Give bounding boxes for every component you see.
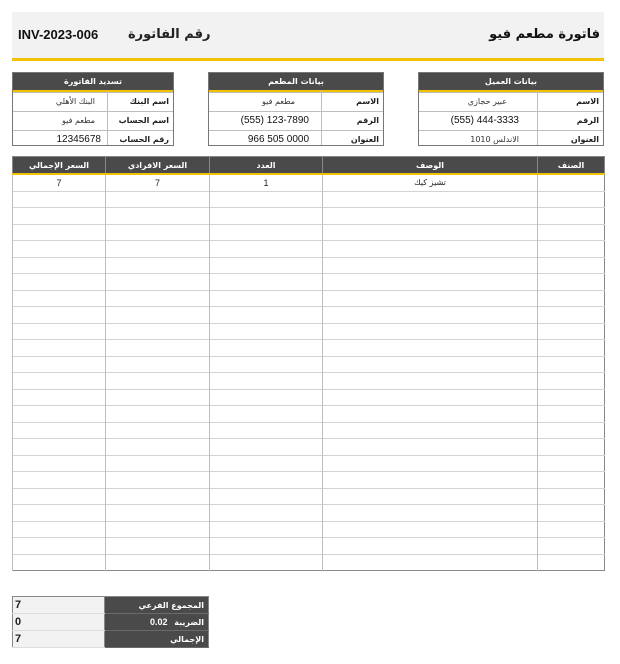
cell-category[interactable] <box>538 274 605 291</box>
table-row <box>13 174 605 191</box>
cell-description[interactable] <box>323 554 538 571</box>
cell-description[interactable] <box>323 290 538 307</box>
payment-account-number-value: 12345678 <box>56 134 101 145</box>
cell-total-price[interactable] <box>13 538 106 555</box>
invoice-number: INV-2023-006 <box>18 27 99 42</box>
restaurant-info-heading: بيانات المطعم <box>209 73 383 92</box>
cell-category[interactable] <box>538 389 605 406</box>
cell-total-price[interactable] <box>13 439 106 456</box>
cell-unit-price[interactable] <box>106 340 210 357</box>
cell-total-price[interactable] <box>13 340 106 357</box>
cell-unit-price[interactable] <box>106 521 210 538</box>
cell-unit-price[interactable] <box>106 323 210 340</box>
cell-unit-price[interactable] <box>106 422 210 439</box>
cell-quantity[interactable]: 1 <box>210 174 323 191</box>
cell-description[interactable] <box>323 274 538 291</box>
col-header-quantity: العدد <box>210 157 323 175</box>
cell-description[interactable] <box>323 191 538 208</box>
table-row <box>13 274 605 291</box>
cell-unit-price[interactable] <box>106 257 210 274</box>
cell-total-price[interactable] <box>13 307 106 324</box>
table-row <box>13 521 605 538</box>
cell-unit-price[interactable] <box>106 472 210 489</box>
cell-description[interactable] <box>323 455 538 472</box>
cell-category[interactable] <box>538 191 605 208</box>
cell-quantity[interactable] <box>210 505 323 522</box>
restaurant-phone-label: الرقم <box>356 116 379 125</box>
cell-category[interactable] <box>538 174 605 191</box>
table-row <box>13 406 605 423</box>
cell-description[interactable] <box>323 538 538 555</box>
cell-quantity[interactable] <box>210 191 323 208</box>
payment-account-name-label: اسم الحساب <box>118 116 169 125</box>
items-table <box>12 156 605 571</box>
cell-description[interactable] <box>323 224 538 241</box>
cell-quantity[interactable] <box>210 356 323 373</box>
cell-unit-price[interactable] <box>106 356 210 373</box>
cell-description[interactable] <box>323 373 538 390</box>
cell-total-price[interactable] <box>13 241 106 258</box>
cell-category[interactable] <box>538 257 605 274</box>
cell-unit-price[interactable] <box>106 439 210 456</box>
table-row <box>13 538 605 555</box>
cell-total-price[interactable]: 7 <box>13 174 106 191</box>
cell-description[interactable] <box>323 488 538 505</box>
payment-row-bank <box>13 92 173 111</box>
table-row <box>13 439 605 456</box>
col-header-unit-price: السعر الافرادي <box>106 157 210 175</box>
cell-quantity[interactable] <box>210 257 323 274</box>
cell-unit-price[interactable] <box>106 274 210 291</box>
subtotal-label: المجموع الفرعي <box>105 597 209 614</box>
cell-quantity[interactable] <box>210 274 323 291</box>
table-row <box>13 554 605 571</box>
cell-description[interactable]: تشيز كيك <box>323 174 538 191</box>
cell-description[interactable] <box>323 241 538 258</box>
table-row <box>13 505 605 522</box>
customer-row-phone <box>419 111 603 130</box>
cell-quantity[interactable] <box>210 323 323 340</box>
customer-phone-value: (555) 444-3333 <box>450 115 519 126</box>
table-row <box>13 472 605 489</box>
table-row <box>13 323 605 340</box>
cell-total-price[interactable] <box>13 389 106 406</box>
cell-description[interactable] <box>323 406 538 423</box>
totals-table <box>12 596 209 648</box>
cell-quantity[interactable] <box>210 389 323 406</box>
payment-bank-label: اسم البنك <box>129 97 169 106</box>
items-body <box>13 174 605 571</box>
cell-quantity[interactable] <box>210 373 323 390</box>
cell-category[interactable] <box>538 505 605 522</box>
col-header-total-price: السعر الإجمالي <box>13 157 106 175</box>
cell-category[interactable] <box>538 422 605 439</box>
cell-unit-price[interactable] <box>106 208 210 225</box>
cell-unit-price[interactable] <box>106 455 210 472</box>
invoice-title: فاتورة مطعم فيو <box>489 27 600 42</box>
totals-row-total <box>13 631 209 648</box>
payment-row-account-name <box>13 111 173 130</box>
cell-category[interactable] <box>538 340 605 357</box>
cell-unit-price[interactable] <box>106 505 210 522</box>
cell-quantity[interactable] <box>210 554 323 571</box>
restaurant-address-label: العنوان <box>350 135 379 144</box>
customer-info-box <box>418 72 604 146</box>
total-value: 7 <box>13 631 105 648</box>
cell-unit-price[interactable] <box>106 191 210 208</box>
cell-description[interactable] <box>323 439 538 456</box>
cell-total-price[interactable] <box>13 373 106 390</box>
table-row <box>13 191 605 208</box>
restaurant-info-box <box>208 72 384 146</box>
tax-label-cell <box>105 614 209 631</box>
table-row <box>13 455 605 472</box>
cell-total-price[interactable] <box>13 191 106 208</box>
cell-category[interactable] <box>538 439 605 456</box>
cell-total-price[interactable] <box>13 208 106 225</box>
cell-total-price[interactable] <box>13 505 106 522</box>
table-row <box>13 373 605 390</box>
invoice-header <box>12 12 604 61</box>
cell-description[interactable] <box>323 340 538 357</box>
cell-description[interactable] <box>323 307 538 324</box>
cell-category[interactable] <box>538 472 605 489</box>
cell-quantity[interactable] <box>210 307 323 324</box>
cell-unit-price[interactable] <box>106 290 210 307</box>
table-row <box>13 488 605 505</box>
restaurant-row-name <box>209 92 383 111</box>
total-label: الإجمالي <box>105 631 209 648</box>
cell-unit-price[interactable] <box>106 406 210 423</box>
totals-row-subtotal <box>13 597 209 614</box>
cell-total-price[interactable] <box>13 422 106 439</box>
payment-bank-value: البنك الأهلي <box>55 97 95 106</box>
cell-description[interactable] <box>323 389 538 406</box>
cell-description[interactable] <box>323 356 538 373</box>
payment-account-number-label: رقم الحساب <box>119 135 169 144</box>
cell-category[interactable] <box>538 307 605 324</box>
cell-quantity[interactable] <box>210 340 323 357</box>
customer-name-value: عبير حجازي <box>467 97 507 106</box>
table-row <box>13 224 605 241</box>
payment-row-account-number <box>13 130 173 149</box>
cell-unit-price[interactable] <box>106 538 210 555</box>
cell-quantity[interactable] <box>210 488 323 505</box>
cell-unit-price[interactable] <box>106 307 210 324</box>
cell-quantity[interactable] <box>210 422 323 439</box>
table-row <box>13 389 605 406</box>
table-row <box>13 290 605 307</box>
cell-total-price[interactable] <box>13 406 106 423</box>
tax-value: 0 <box>13 614 105 631</box>
tax-label: الضريبة <box>174 618 204 627</box>
restaurant-row-phone <box>209 111 383 130</box>
customer-info-heading: بيانات العميل <box>419 73 603 92</box>
cell-category[interactable] <box>538 208 605 225</box>
cell-description[interactable] <box>323 505 538 522</box>
tax-rate[interactable]: 0.02 <box>149 617 168 627</box>
table-row <box>13 257 605 274</box>
cell-category[interactable] <box>538 554 605 571</box>
cell-category[interactable] <box>538 356 605 373</box>
table-row <box>13 307 605 324</box>
cell-description[interactable] <box>323 521 538 538</box>
cell-quantity[interactable] <box>210 241 323 258</box>
payment-account-name-value: مطعم فيو <box>62 116 95 125</box>
table-row <box>13 340 605 357</box>
table-row <box>13 208 605 225</box>
cell-quantity[interactable] <box>210 521 323 538</box>
cell-unit-price[interactable] <box>106 389 210 406</box>
cell-description[interactable] <box>323 208 538 225</box>
cell-unit-price[interactable] <box>106 554 210 571</box>
cell-unit-price[interactable] <box>106 488 210 505</box>
restaurant-name-value: مطعم فيو <box>262 97 295 106</box>
cell-total-price[interactable] <box>13 323 106 340</box>
cell-unit-price[interactable] <box>106 224 210 241</box>
cell-quantity[interactable] <box>210 290 323 307</box>
cell-category[interactable] <box>538 406 605 423</box>
cell-total-price[interactable] <box>13 224 106 241</box>
cell-quantity[interactable] <box>210 208 323 225</box>
cell-quantity[interactable] <box>210 472 323 489</box>
cell-description[interactable] <box>323 472 538 489</box>
cell-quantity[interactable] <box>210 439 323 456</box>
cell-category[interactable] <box>538 290 605 307</box>
totals-row-tax <box>13 614 209 631</box>
cell-category[interactable] <box>538 488 605 505</box>
cell-total-price[interactable] <box>13 257 106 274</box>
table-row <box>13 356 605 373</box>
cell-total-price[interactable] <box>13 274 106 291</box>
subtotal-value: 7 <box>13 597 105 614</box>
customer-name-label: الاسم <box>576 97 599 106</box>
restaurant-name-label: الاسم <box>356 97 379 106</box>
payment-info-heading: تسديد الفاتورة <box>13 73 173 92</box>
cell-category[interactable] <box>538 538 605 555</box>
cell-category[interactable] <box>538 521 605 538</box>
cell-total-price[interactable] <box>13 290 106 307</box>
table-row <box>13 241 605 258</box>
restaurant-phone-value: (555) 123-7890 <box>240 115 309 126</box>
cell-unit-price[interactable]: 7 <box>106 174 210 191</box>
items-header-row <box>13 157 605 175</box>
cell-quantity[interactable] <box>210 455 323 472</box>
cell-description[interactable] <box>323 323 538 340</box>
table-row <box>13 422 605 439</box>
customer-address-label: العنوان <box>570 135 599 144</box>
customer-row-address <box>419 130 603 149</box>
cell-category[interactable] <box>538 373 605 390</box>
cell-total-price[interactable] <box>13 356 106 373</box>
cell-description[interactable] <box>323 257 538 274</box>
cell-total-price[interactable] <box>13 521 106 538</box>
col-header-category: الصنف <box>538 157 605 175</box>
cell-quantity[interactable] <box>210 538 323 555</box>
cell-category[interactable] <box>538 323 605 340</box>
cell-quantity[interactable] <box>210 406 323 423</box>
cell-quantity[interactable] <box>210 224 323 241</box>
restaurant-row-address <box>209 130 383 149</box>
cell-unit-price[interactable] <box>106 241 210 258</box>
col-header-description: الوصف <box>323 157 538 175</box>
cell-unit-price[interactable] <box>106 373 210 390</box>
cell-total-price[interactable] <box>13 488 106 505</box>
payment-info-box <box>12 72 174 146</box>
cell-category[interactable] <box>538 241 605 258</box>
customer-row-name <box>419 92 603 111</box>
customer-phone-label: الرقم <box>576 116 599 125</box>
invoice-number-label: رقم الفاتورة <box>128 27 211 42</box>
cell-description[interactable] <box>323 422 538 439</box>
cell-total-price[interactable] <box>13 455 106 472</box>
cell-total-price[interactable] <box>13 472 106 489</box>
restaurant-address-value: 966 505 0000 <box>247 134 309 145</box>
cell-total-price[interactable] <box>13 554 106 571</box>
customer-address-value: الاندلس 1010 <box>470 135 519 144</box>
cell-category[interactable] <box>538 224 605 241</box>
cell-category[interactable] <box>538 455 605 472</box>
